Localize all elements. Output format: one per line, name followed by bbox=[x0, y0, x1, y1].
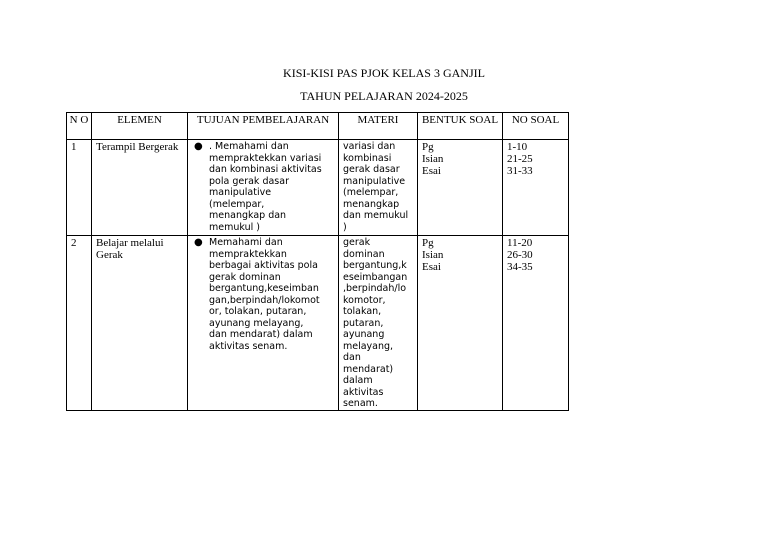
header-no: N O bbox=[67, 113, 92, 140]
cell-materi: variasi dan kombinasi gerak dasar manipulative (melempar, menangkap dan memukul ) bbox=[339, 140, 418, 236]
header-materi: MATERI bbox=[339, 113, 418, 140]
cell-materi: gerak dominan bergantung,k eseimbangan ,berpindah/lo komotor, tolakan, putaran, ayunang melayang, dan mendarat) dalam aktivitas senam. bbox=[339, 236, 418, 411]
header-no-soal: NO SOAL bbox=[503, 113, 569, 140]
document-title: KISI-KISI PAS PJOK KELAS 3 GANJIL bbox=[283, 66, 485, 80]
bullet-icon: ● bbox=[194, 141, 203, 152]
bullet-icon: ● bbox=[194, 237, 203, 248]
table-row bbox=[67, 140, 569, 236]
cell-no-soal: 11-20 26-30 34-35 bbox=[503, 236, 569, 411]
document-subtitle: TAHUN PELAJARAN 2024-2025 bbox=[300, 89, 468, 103]
kisi-kisi-table bbox=[66, 112, 569, 411]
cell-bentuk-soal: Pg Isian Esai bbox=[418, 236, 503, 411]
table-row bbox=[67, 236, 569, 411]
table-header-row bbox=[67, 113, 569, 140]
cell-no: 1 bbox=[67, 140, 92, 236]
cell-elemen: Terampil Bergerak bbox=[92, 140, 188, 236]
cell-tujuan: ● . Memahami dan mempraktekkan variasi dan kombinasi aktivitas pola gerak dasar manipulative (melempar, menangkap dan memukul ) bbox=[188, 140, 339, 236]
cell-no-soal: 1-10 21-25 31-33 bbox=[503, 140, 569, 236]
header-elemen: ELEMEN bbox=[92, 113, 188, 140]
cell-tujuan: ● Memahami dan mempraktekkan berbagai aktivitas pola gerak dominan bergantung,keseimban gan,berpindah/lokomot or, tolakan, putaran, ayunang melayang, dan mendarat) dalam aktivitas senam. bbox=[188, 236, 339, 411]
header-tujuan: TUJUAN PEMBELAJARAN bbox=[188, 113, 339, 140]
cell-no: 2 bbox=[67, 236, 92, 411]
header-bentuk-soal: BENTUK SOAL bbox=[418, 113, 503, 140]
cell-bentuk-soal: Pg Isian Esai bbox=[418, 140, 503, 236]
cell-elemen: Belajar melalui Gerak bbox=[92, 236, 188, 411]
